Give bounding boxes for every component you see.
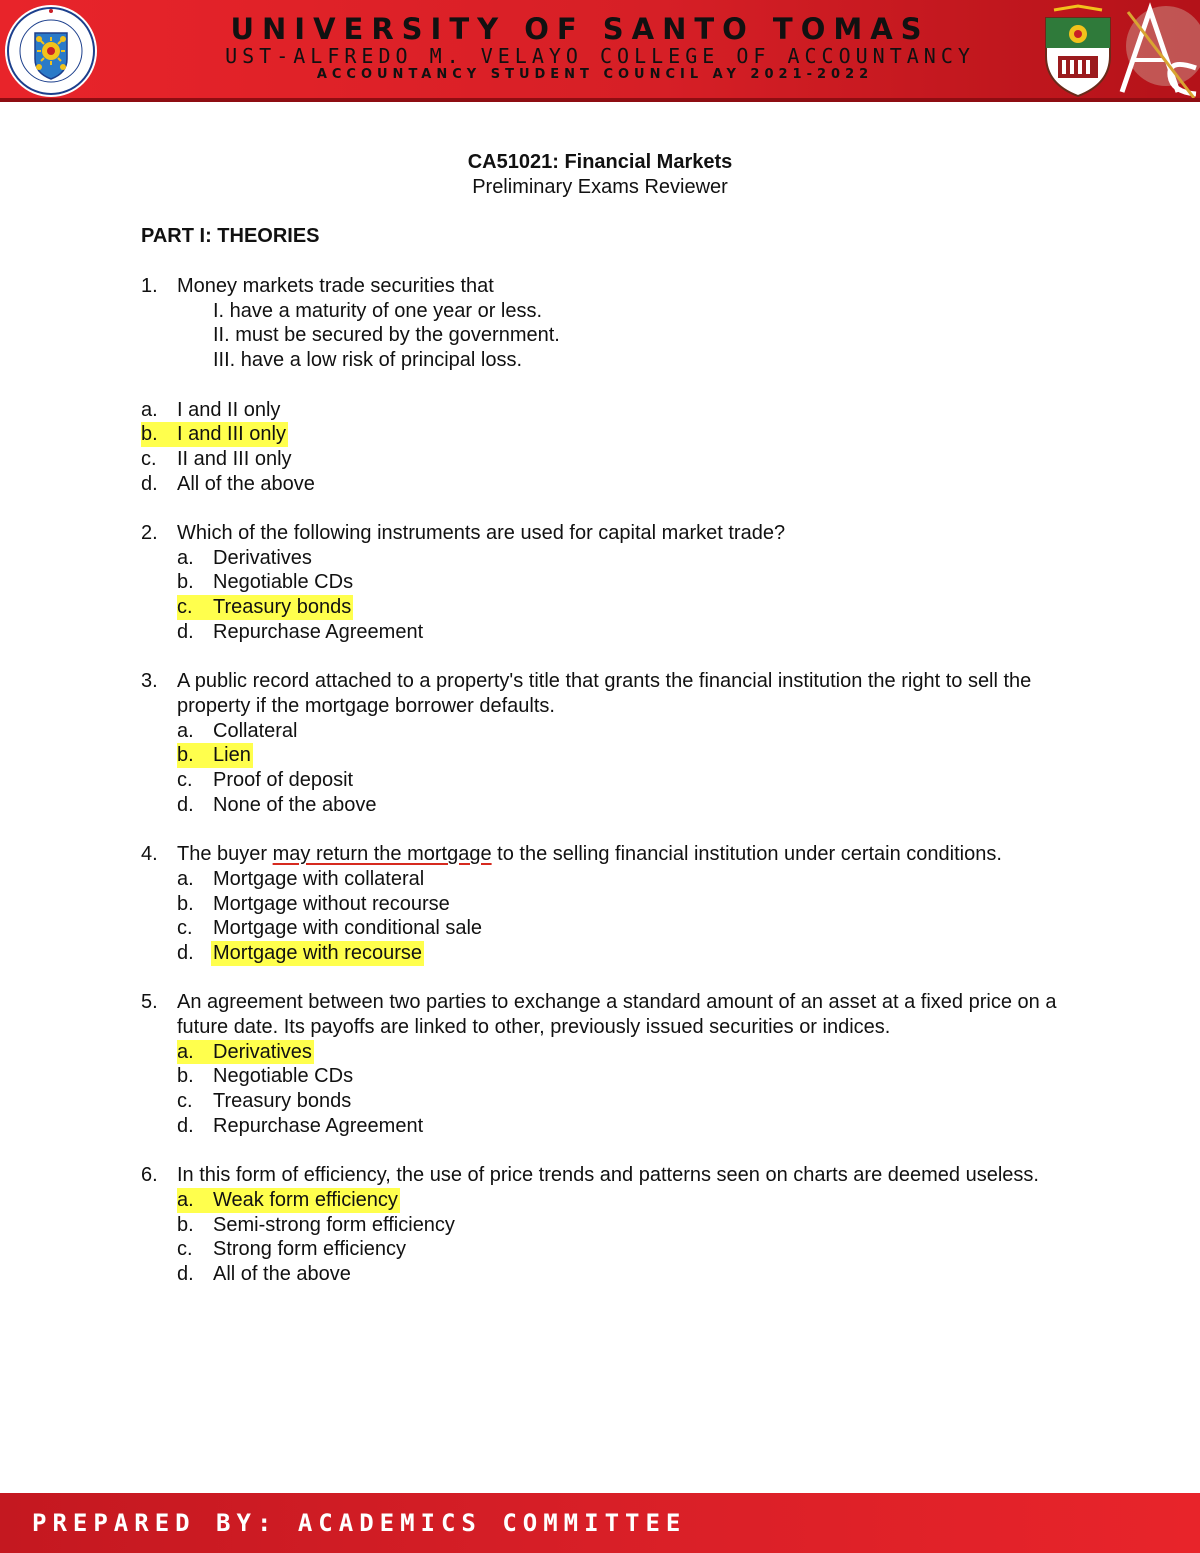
option-b: b. Negotiable CDs — [177, 571, 354, 594]
option-d: d. None of the above — [177, 793, 377, 816]
question-number: 2. — [141, 522, 158, 544]
option-b-highlighted: b. Lien — [177, 744, 251, 767]
question-2 — [141, 521, 1061, 645]
page-header — [0, 0, 1200, 102]
question-1 — [141, 274, 1061, 496]
college-name: UST-ALFREDO M. VELAYO COLLEGE OF ACCOUNTANCY — [225, 44, 975, 68]
option-a-highlighted: a. Weak form efficiency — [177, 1188, 398, 1211]
option-d-highlighted: d. Mortgage with recourse — [177, 941, 422, 964]
question-number: 5. — [141, 991, 158, 1014]
option-b: b. Semi-strong form efficiency — [177, 1213, 455, 1236]
page-footer — [0, 1493, 1200, 1553]
question-number: 1. — [141, 275, 158, 297]
option-c: c. Treasury bonds — [177, 1090, 352, 1113]
university-name: UNIVERSITY OF SANTO TOMAS — [230, 12, 930, 46]
option-b-highlighted: b. I and III only — [141, 423, 286, 446]
option-d: d. Repurchase Agreement — [177, 1114, 424, 1137]
college-crest-icon — [1040, 4, 1116, 98]
question-stem: An agreement between two parties to exchange a standard amount of an asset at a fixed price on a future date. Its payoffs are linked to other, previously issued securities or indices. — [177, 991, 1057, 1039]
council-name: ACCOUNTANCY STUDENT COUNCIL AY 2021-2022 — [316, 67, 874, 82]
question-stem: Which of the following instruments are used for capital market trade? — [177, 522, 786, 544]
option-c: c. Strong form efficiency — [177, 1238, 407, 1261]
option-a: a. I and II only — [141, 398, 281, 421]
option-a: a. Derivatives — [177, 546, 312, 569]
document-title: CA51021: Financial Markets — [467, 151, 733, 173]
document-subtitle: Preliminary Exams Reviewer — [472, 176, 728, 198]
option-a: a. Mortgage with collateral — [177, 867, 425, 890]
question-list — [141, 274, 1061, 1311]
statement-i: I. have a maturity of one year or less. — [213, 299, 543, 322]
question-stem: In this form of efficiency, the use of price trends and patterns seen on charts are deemed useless. — [177, 1164, 1039, 1187]
option-b: b. Mortgage without recourse — [177, 892, 450, 915]
option-d: d. Repurchase Agreement — [177, 620, 424, 643]
option-c: c. Proof of deposit — [177, 769, 354, 792]
question-number: 6. — [141, 1164, 158, 1187]
question-5 — [141, 990, 1061, 1138]
question-stem: A public record attached to a property's title that grants the financial institution the right to sell the property if the mortgage borrower defaults. — [177, 670, 1032, 717]
question-6 — [141, 1163, 1061, 1287]
question-number: 3. — [141, 670, 158, 693]
part-heading: PART I: THEORIES — [141, 225, 320, 247]
header-stripe — [0, 98, 1200, 102]
footer-text: PREPARED BY: ACADEMICS COMMITTEE — [32, 1509, 687, 1537]
option-b: b. Negotiable CDs — [177, 1065, 354, 1088]
option-a-highlighted: a. Derivatives — [177, 1040, 312, 1063]
question-stem: The buyer may return the mortgage to the selling financial institution under certain conditions. — [177, 843, 1002, 866]
option-d: d. All of the above — [177, 1263, 351, 1286]
option-d: d. All of the above — [141, 472, 315, 495]
question-number: 4. — [141, 843, 158, 866]
option-a: a. Collateral — [177, 719, 298, 742]
option-c-highlighted: c. Treasury bonds — [177, 596, 352, 619]
option-c: c. Mortgage with conditional sale — [177, 917, 483, 940]
underlined-phrase: may return the mortgage — [272, 843, 492, 866]
question-3 — [141, 669, 1061, 817]
question-stem: Money markets trade securities that — [177, 275, 494, 297]
asc-logo-icon — [1108, 2, 1200, 100]
statement-iii: III. have a low risk of principal loss. — [213, 349, 523, 372]
question-4 — [141, 842, 1061, 966]
option-c: c. II and III only — [141, 447, 292, 470]
statement-ii: II. must be secured by the government. — [213, 324, 560, 347]
